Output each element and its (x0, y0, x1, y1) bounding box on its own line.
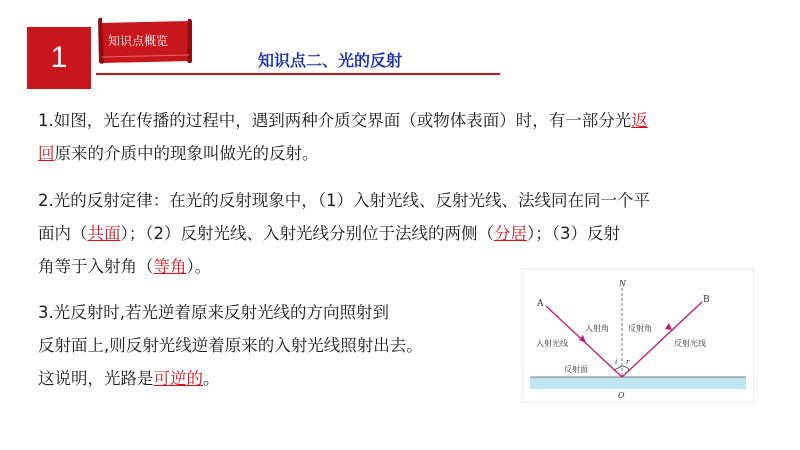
reflection-diagram-svg (522, 268, 754, 403)
overview-banner (96, 15, 193, 67)
section-number: 1 (50, 41, 68, 74)
text: ）；（2）反射光线、入射光线分别位于法线的两侧（ (120, 224, 494, 243)
highlight-separated: 分居 (494, 224, 527, 243)
text: 原来的介质中的现象叫做光的反射。 (54, 144, 319, 163)
label-r: r (626, 358, 630, 366)
highlight-reversible: 可逆的 (153, 369, 203, 388)
title-underline (96, 73, 500, 75)
reflection-diagram (522, 268, 754, 403)
text: ）；（3）反射 (527, 224, 620, 243)
label-i: i (615, 358, 618, 366)
highlight-return-2: 回 (38, 144, 55, 163)
section-number-box (27, 27, 91, 89)
paragraph-2-line-1: 2.光的反射定律：在光的反射现象中，（1）入射光线、反射光线、法线同在同一个平 (38, 191, 650, 210)
label-b: B (703, 295, 710, 305)
paragraph-3 (38, 296, 423, 395)
label-o: O (618, 391, 625, 400)
section-title: 知识点二、光的反射 (258, 51, 403, 70)
text: ）。 (186, 257, 212, 276)
paragraph-1-line-1 (38, 104, 648, 137)
label-incident-angle: 入射角 (585, 324, 609, 333)
label-surface: 反射面 (564, 365, 588, 374)
label-a: A (537, 299, 544, 309)
reflecting-surface (530, 377, 746, 389)
text: 角等于入射角（ (38, 257, 154, 276)
text: 这说明，光路是 (38, 369, 154, 388)
text: 面内（ (38, 224, 88, 243)
highlight-coplanar: 共面 (87, 224, 121, 243)
text: 1.如图，光在传播的过程中，遇到两种介质交界面（或物体表面）时，有一部分光 (38, 111, 632, 130)
label-incident-ray: 入射光线 (536, 339, 568, 348)
paragraph-2-line-2 (38, 217, 650, 250)
banner-label: 知识点概览 (108, 34, 169, 48)
paragraph-3-line-2: 反射面上,则反射光线逆着原来的入射光线照射出去。 (38, 336, 423, 355)
label-n: N (619, 279, 626, 288)
paragraph-3-line-3 (38, 362, 423, 395)
label-reflection-angle: 反射角 (628, 324, 652, 333)
paragraph-1-line-2 (38, 137, 648, 170)
highlight-return: 返 (631, 111, 648, 130)
paragraph-1 (38, 104, 648, 170)
highlight-equal-angle: 等角 (153, 257, 187, 276)
text: 。 (203, 369, 220, 388)
label-reflected-ray: 反射光线 (674, 339, 706, 348)
paragraph-3-line-1: 3.光反射时,若光逆着原来反射光线的方向照射到 (38, 303, 389, 322)
